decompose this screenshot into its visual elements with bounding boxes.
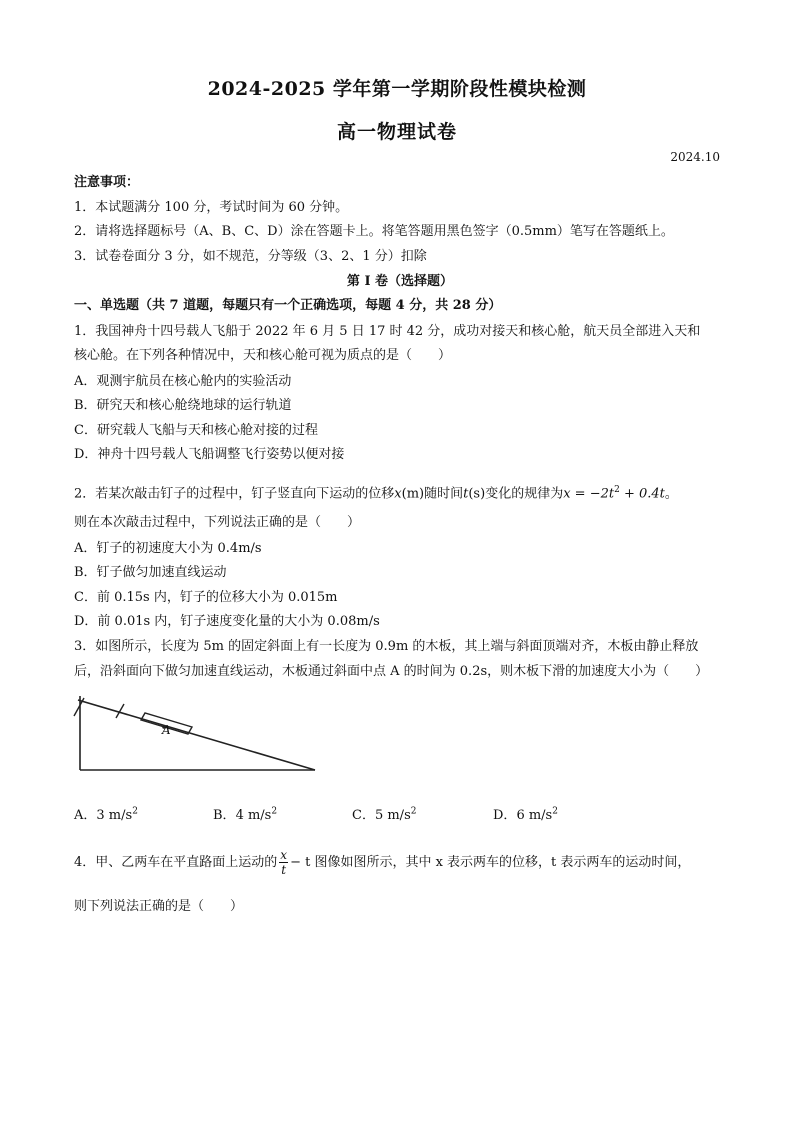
q3-stem-line1: 3．如图所示，长度为 5m 的固定斜面上有一长度为 0.9m 的木板，其上端与斜面顶端对齐，木板由静止释放 bbox=[74, 639, 699, 654]
exam-date: 2024.10 bbox=[670, 150, 720, 164]
q2-var-x: x bbox=[394, 486, 402, 502]
q2-unit-s: (s) bbox=[468, 486, 486, 502]
q2-option-b: B．钉子做匀加速直线运动 bbox=[74, 565, 227, 580]
q3-option-a-value: 3 m/s bbox=[96, 808, 133, 823]
q3-option-b bbox=[213, 804, 277, 823]
q2-stem-mid2: 变化的规律为 bbox=[485, 486, 564, 502]
q2-option-c: C．前 0.15s 内，钉子的位移大小为 0.015m bbox=[74, 590, 338, 605]
notice-heading: 注意事项： bbox=[74, 175, 140, 190]
exam-subtitle: 高一物理试卷 bbox=[336, 121, 457, 143]
q3-option-d-label: D． bbox=[493, 808, 517, 823]
incline-slope bbox=[78, 700, 315, 770]
q3-option-c-value: 5 m/s bbox=[374, 808, 411, 823]
q1-option-c: C．研究载人飞船与天和核心舱对接的过程 bbox=[74, 423, 318, 438]
q4-stem-post: − t 图像如图所示，其中 x 表示两车的位移，t 表示两车的运动时间， bbox=[290, 855, 691, 870]
notice-item-2: 2．请将选择题标号（A、B、C、D）涂在答题卡上。将笔答题用黑色签字（0.5mm）笔写在答题纸上。 bbox=[74, 224, 674, 239]
q3-option-b-label: B． bbox=[213, 808, 236, 823]
q4-fraction-denominator: t bbox=[281, 863, 287, 877]
q2-formula-sup: 2 bbox=[614, 485, 620, 495]
q3-option-c bbox=[352, 804, 416, 823]
q3-option-a-label: A． bbox=[74, 808, 97, 823]
q2-formula-rhs: + 0.4t bbox=[619, 486, 665, 502]
part1-heading: 一、单选题（共 7 道题，每题只有一个正确选项，每题 4 分，共 28 分） bbox=[74, 298, 502, 313]
q3-option-b-value: 4 m/s bbox=[235, 808, 272, 823]
q3-option-c-label: C． bbox=[352, 808, 375, 823]
q3-option-c-sup: 2 bbox=[410, 806, 417, 817]
q2-stem-end: 。 bbox=[664, 486, 678, 502]
q2-unit-m: (m) bbox=[401, 486, 425, 502]
q1-option-b: B．研究天和核心舱绕地球的运行轨道 bbox=[74, 398, 292, 413]
q1-stem-line1: 1．我国神舟十四号载人飞船于 2022 年 6 月 5 日 17 时 42 分，成功对接天和核心舱，航天员全部进入天和 bbox=[74, 324, 701, 339]
q4-stem-line2: 则下列说法正确的是（ ） bbox=[74, 899, 244, 914]
q3-option-d-sup: 2 bbox=[552, 806, 558, 817]
q1-option-a: A．观测宇航员在核心舱内的实验活动 bbox=[74, 374, 292, 389]
q4-fraction bbox=[279, 848, 288, 877]
q2-formula-lhs: x = −2t bbox=[563, 486, 615, 502]
notice-item-1: 1．本试题满分 100 分，考试时间为 60 分钟。 bbox=[74, 200, 349, 215]
q3-option-d-value: 6 m/s bbox=[516, 808, 553, 823]
q3-option-d bbox=[493, 804, 558, 823]
q1-option-d: D．神舟十四号载人飞船调整飞行姿势以便对接 bbox=[74, 447, 345, 462]
q2-stem-line1 bbox=[74, 481, 726, 503]
midpoint-a-label: A bbox=[162, 723, 171, 737]
q1-stem-line2: 核心舱。在下列各种情况中，天和核心舱可视为质点的是（ ） bbox=[74, 348, 452, 363]
q2-stem-pre: 2．若某次敲击钉子的过程中，钉子竖直向下运动的位移 bbox=[74, 486, 395, 502]
q3-option-b-sup: 2 bbox=[271, 806, 278, 817]
notice-item-3: 3．试卷卷面分 3 分，如不规范，分等级（3、2、1 分）扣除 bbox=[74, 249, 427, 264]
q2-option-a: A．钉子的初速度大小为 0.4m/s bbox=[74, 541, 262, 556]
q2-var-t: t bbox=[463, 486, 469, 502]
exam-title: 2024-2025 学年第一学期阶段性模块检测 bbox=[207, 78, 587, 100]
q3-stem-line2: 后，沿斜面向下做匀加速直线运动，木板通过斜面中点 A 的时间为 0.2s，则木板下滑的加速度大小为（ ） bbox=[74, 664, 709, 679]
incline-figure bbox=[70, 694, 320, 774]
q3-option-a bbox=[74, 804, 138, 823]
q3-option-a-sup: 2 bbox=[132, 806, 138, 817]
q2-stem-mid1: 随时间 bbox=[424, 486, 464, 502]
q4-stem-line1 bbox=[74, 848, 726, 877]
section-title: 第 I 卷（选择题） bbox=[346, 274, 454, 289]
q4-stem-pre: 4．甲、乙两车在平直路面上运动的 bbox=[74, 855, 278, 870]
q2-stem-line2: 则在本次敲击过程中，下列说法正确的是（ ） bbox=[74, 515, 361, 530]
q2-option-d: D．前 0.01s 内，钉子速度变化量的大小为 0.08m/s bbox=[74, 614, 380, 629]
q4-fraction-numerator: x bbox=[280, 848, 288, 862]
